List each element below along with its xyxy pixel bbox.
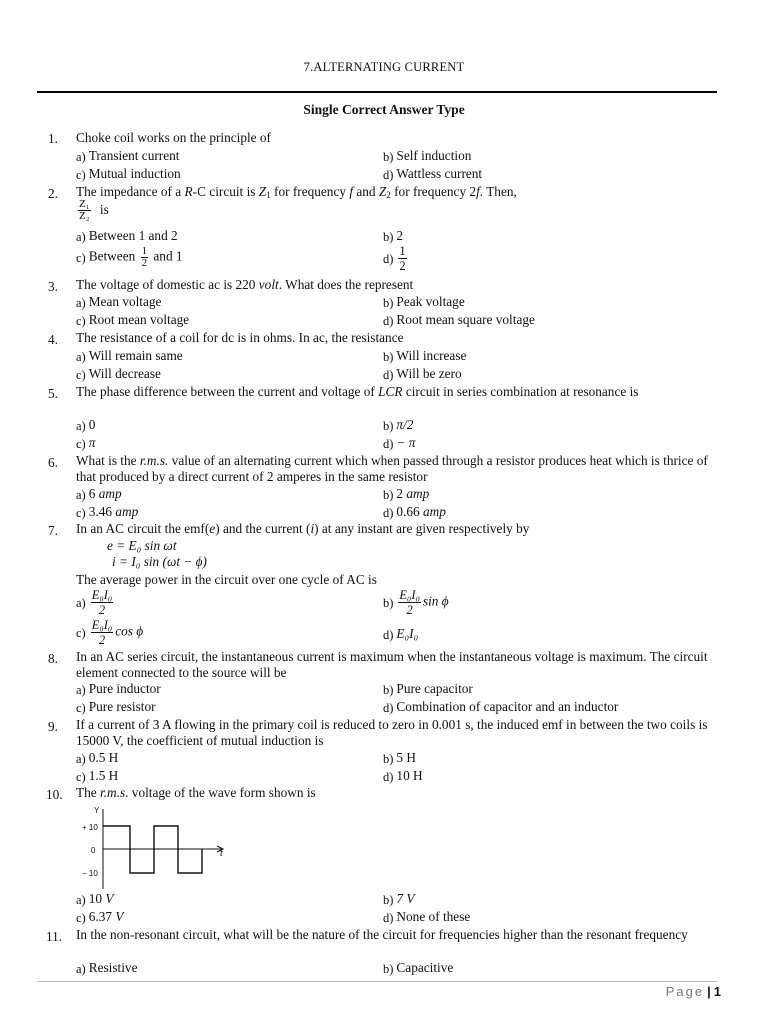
- option-a: a) Pure inductor: [76, 681, 161, 697]
- question-number: 7.: [48, 523, 58, 538]
- question-text: In an AC circuit the emf(e) and the current (i) at any instant are given respectively by: [76, 521, 530, 536]
- option-a: a) Resistive: [76, 960, 138, 976]
- option-d: d) Combination of capacitor and an inductor: [383, 699, 619, 715]
- page-header: 7.ALTERNATING CURRENT: [303, 60, 465, 74]
- option-b: b) π/2: [383, 417, 414, 433]
- option-c: c) 6.37 V: [76, 909, 124, 925]
- question-text: The r.m.s. voltage of the wave form shown is: [76, 785, 316, 800]
- option-c: c) 1.5 H: [76, 768, 119, 784]
- option-d: d) Root mean square voltage: [383, 312, 535, 328]
- option-b: b) Pure capacitor: [383, 681, 473, 697]
- option-b: b) 5 H: [383, 750, 416, 766]
- question-text: What is the r.m.s. value of an alternating current which when passed through a resistor produces heat which is thrice of that produced by a direct current of 2 amperes in the same resistor: [76, 453, 708, 484]
- option-a: a) Between 1 and 2: [76, 228, 178, 244]
- question-text: The voltage of domestic ac is 220 volt. What does the represent: [76, 277, 414, 292]
- option-b: b) Self induction: [383, 148, 472, 164]
- option-c: c) Mutual induction: [76, 166, 181, 182]
- option-b: b) Capacitive: [383, 960, 454, 976]
- header-rule: [37, 91, 717, 93]
- question-text: The resistance of a coil for dc is in ohms. In ac, the resistance: [76, 330, 404, 345]
- question-number: 3.: [48, 279, 58, 294]
- impedance-ratio: $\frac{\text{Z₁}}{\text{Z₂}}$ is: [79, 198, 109, 222]
- question-text: The impedance of a R-C circuit is $Z_1$ for frequency f and $Z_2$ for frequency 2f. Then,: [76, 184, 517, 200]
- question-number: 5.: [48, 386, 58, 401]
- option-c: c) Root mean voltage: [76, 312, 190, 328]
- tick-label-top: + 10: [82, 823, 98, 832]
- option-d: d) E₀I₀: [383, 626, 419, 642]
- question-text: The phase difference between the current and voltage of LCR circuit in series combination at resonance is: [76, 384, 639, 399]
- option-b: b) $\frac{\text{E₀I₀}}{2}$ sin ϕ: [383, 588, 449, 617]
- option-a: a) $\frac{\text{E₀I₀}}{2}$: [76, 588, 113, 617]
- question-number: 11.: [46, 929, 63, 944]
- equation-current: i = I₀ sin (ωt − ϕ): [112, 554, 207, 569]
- option-a: a) 0.5 H: [76, 750, 119, 766]
- option-d: d) − π: [383, 435, 416, 451]
- option-c: c) Between $\frac{1}{2}$ and 1: [76, 245, 183, 269]
- option-a: a) Mean voltage: [76, 294, 162, 310]
- option-b: b) Peak voltage: [383, 294, 465, 310]
- question-number: 8.: [48, 651, 58, 666]
- question-text: Choke coil works on the principle of: [76, 130, 271, 145]
- page-footer: Page | 1: [665, 984, 721, 999]
- question-text: In the non-resonant circuit, what will be the nature of the circuit for frequencies higher than the resonant frequency: [76, 927, 688, 942]
- question-number: 10.: [46, 787, 63, 802]
- tick-label-bottom: − 10: [82, 869, 98, 878]
- option-d: d) $\frac{1}{2}$: [383, 244, 406, 273]
- option-c: c) Pure resistor: [76, 699, 156, 715]
- option-d: d) Will be zero: [383, 366, 462, 382]
- option-b: b) Will increase: [383, 348, 467, 364]
- option-a: a) Will remain same: [76, 348, 183, 364]
- option-b: b) 2 amp: [383, 486, 430, 502]
- x-axis-label: t: [220, 848, 223, 858]
- option-d: d) None of these: [383, 909, 471, 925]
- question-number: 4.: [48, 332, 58, 347]
- option-d: d) 10 H: [383, 768, 423, 784]
- option-a: a) 10 V: [76, 891, 114, 907]
- option-b: b) 7 V: [383, 891, 415, 907]
- footer-rule: [37, 981, 717, 982]
- option-c: c) Will decrease: [76, 366, 161, 382]
- page-word: Page: [665, 984, 705, 999]
- question-number: 9.: [48, 719, 58, 734]
- option-c: c) 3.46 amp: [76, 504, 139, 520]
- option-a: a) 6 amp: [76, 486, 122, 502]
- page-number: 1: [713, 984, 721, 999]
- square-waveform-graph: [76, 803, 236, 891]
- question-text: In an AC series circuit, the instantaneous current is maximum when the instantaneous voltage is maximum. The circuit element connected to the source will be: [76, 649, 708, 680]
- y-axis-label: Y: [94, 806, 100, 815]
- option-a: a) 0: [76, 417, 96, 433]
- option-c: c) $\frac{\text{E₀I₀}}{2}$ cos ϕ: [76, 618, 144, 647]
- tick-label-mid: 0: [91, 846, 96, 855]
- option-c: c) π: [76, 435, 96, 451]
- question-number: 1.: [48, 131, 58, 146]
- option-d: d) 0.66 amp: [383, 504, 446, 520]
- question-number: 2.: [48, 186, 58, 201]
- question-subtext: The average power in the circuit over one cycle of AC is: [76, 572, 377, 587]
- option-d: d) Wattless current: [383, 166, 483, 182]
- option-a: a) Transient current: [76, 148, 180, 164]
- equation-emf: e = E₀ sin ωt: [107, 538, 177, 553]
- question-text: If a current of 3 A flowing in the primary coil is reduced to zero in 0.001 s, the induced emf in between the two coils is 15000 V, the coefficient of mutual induction is: [76, 717, 708, 748]
- question-number: 6.: [48, 455, 58, 470]
- section-title: Single Correct Answer Type: [303, 102, 465, 117]
- option-b: b) 2: [383, 228, 404, 244]
